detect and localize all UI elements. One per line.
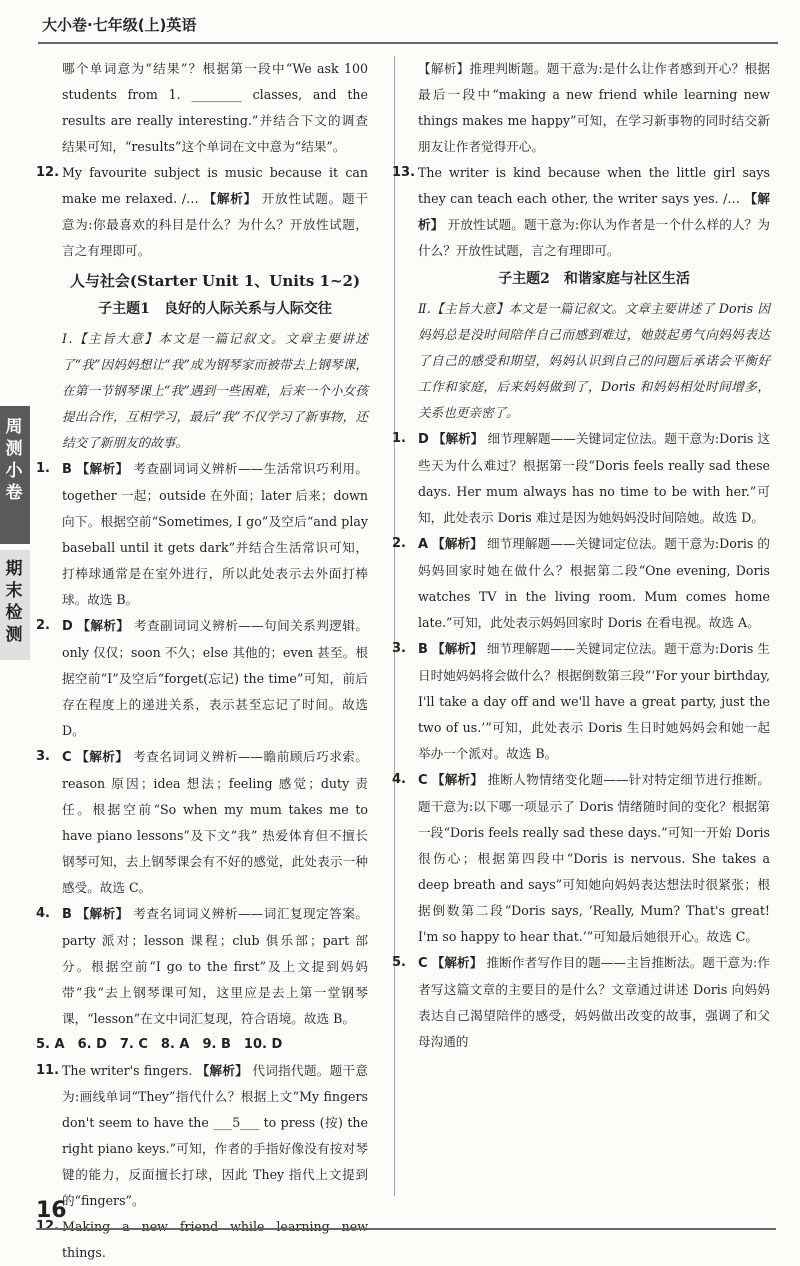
page-number: 16 xyxy=(36,1198,67,1223)
side-tab-char: 小 xyxy=(5,461,25,481)
answer-text: My favourite subject is music because it can make me relaxed. /… xyxy=(62,165,368,206)
question-number: 11. xyxy=(36,1063,60,1078)
left-intro-text: 哪个单词意为“结果”？根据第一段中“We ask 100 students from 1. ________ classes, and the results are really interesting.”并结合下文的调查结果可知，“results”这个单词在文中意为“结果”。 xyxy=(62,61,368,154)
analysis-text: 推断作者写作目的题——主旨推断法。题干意为:作者写这篇文章的主要目的是什么？文章通过讲述 Doris 向妈妈表达自己渴望陪伴的感受，妈妈做出改变的故事，强调了和父母沟通的 xyxy=(418,955,770,1049)
section-title: 人与社会(Starter Unit 1、Units 1~2) xyxy=(69,272,361,290)
answer-letter: D xyxy=(418,432,429,447)
question-number: 13. xyxy=(392,165,416,180)
answer-key-row: 5. A 6. D 7. C 8. A 9. B 10. D xyxy=(36,1037,283,1052)
question-number: 4. xyxy=(392,772,406,787)
left-question-1 xyxy=(36,456,369,613)
analysis-tag: 【解析】 xyxy=(76,906,129,921)
passage-summary-1: Ⅰ.【主旨大意】本文是一篇记叙文。文章主要讲述了“我”因妈妈想让“我”成为钢琴家而被带去上钢琴课，在第一节钢琴课上“我”遇到一些困难，后来一个小女孩提出合作，互相学习，最后“我”不仅学习了新事物，还结交了新朋友的故事。 xyxy=(62,331,368,450)
analysis-text: 细节理解题——关键词定位法。题干意为:Doris 这些天为什么难过？根据第一段“Doris feels really sad these days. Her mum always has no time to be with her.”可知，此处表示 Doris 难过是因为她妈妈没时间陪她。故选 D。 xyxy=(418,431,771,525)
analysis-tag: 【解析】 xyxy=(76,461,129,476)
answer-letter: B xyxy=(62,462,72,477)
right-question-5 xyxy=(392,950,770,1055)
side-tab-char: 期 xyxy=(5,559,25,579)
left-question-4 xyxy=(36,901,369,1032)
answer-text: Making a new friend while learning new things. xyxy=(62,1219,368,1260)
right-question-2 xyxy=(392,531,771,636)
right-column xyxy=(392,56,771,1055)
analysis-tag: 【解析】 xyxy=(76,749,129,764)
analysis-text: 考查名词词义辨析——词汇复现定答案。party 派对；lesson 课程；club 俱乐部；part 部分。根据空前“I go to the first”及上文提到妈妈带“我”去上钢琴课可知，这里应是去上第一堂钢琴课，“lesson”在文中词汇复现，符合语境。故选 B。 xyxy=(62,906,369,1026)
answer-text: The writer's fingers. xyxy=(62,1063,193,1078)
footer-rule xyxy=(36,1228,776,1230)
analysis-text: 考查副词词义辨析——生活常识巧利用。together 一起；outside 在外面；later 后来；down 向下。根据空前“Sometimes, I go”及空后“and play baseball until it gets dark”并结合生活常识可知，打棒球通常是在室外进行，所以此处表示去外面打棒球。故选 B。 xyxy=(62,461,369,607)
analysis-text: 细节理解题——关键词定位法。题干意为:Doris 的妈妈回家时她在做什么？根据第二段“One evening, Doris watches TV in the living room. Mum comes home late.”可知，此处表示妈妈回家时 Doris 在看电视。故选 A。 xyxy=(418,536,771,630)
answer-letter: C xyxy=(418,956,428,971)
right-intro-text: 【解析】推理判断题。题干意为:是什么让作者感到开心？根据最后一段中“making a new friend while learning new things makes me happy”可知，在学习新事物的同时结交新朋友让作者觉得开心。 xyxy=(418,61,770,154)
question-number: 2. xyxy=(392,536,406,551)
question-number: 2. xyxy=(36,618,50,633)
question-number: 1. xyxy=(392,431,406,446)
analysis-tag: 【解析】 xyxy=(77,618,130,633)
question-number: 4. xyxy=(36,906,50,921)
side-tab-char: 末 xyxy=(5,581,25,601)
analysis-text: 推断人物情绪变化题——针对特定细节进行推断。题干意为:以下哪一项显示了 Doris 情绪随时间的变化？根据第一段“Doris feels really sad these days.”可知一开始 Doris 很伤心；根据第四段中“Doris is nervous. She takes a deep breath and says”可知她向妈妈表达想法时很紧张；根据倒数第二段“Doris says, ‘Really, Mum? That's great! I'm so happy to hear that.’”可知最后她很开心。故选 C。 xyxy=(418,772,770,944)
answer-letter: D xyxy=(62,619,73,634)
question-number: 12. xyxy=(36,165,60,180)
question-number: 5. xyxy=(392,955,406,970)
analysis-tag: 【解析】 xyxy=(432,431,484,446)
side-tab-char: 测 xyxy=(5,439,25,459)
side-tab-char: 卷 xyxy=(5,483,25,503)
right-question-1 xyxy=(392,426,771,531)
passage-summary-2: Ⅱ.【主旨大意】本文是一篇记叙文。文章主要讲述了 Doris 因妈妈总是没时间陪伴自己而感到难过，她鼓起勇气向妈妈表达了自己的感受和期望，妈妈认识到自己的问题后承诺会平衡好工作和家庭，后来妈妈做到了，Doris 和妈妈相处时间增多，关系也更亲密了。 xyxy=(418,301,770,420)
analysis-tag: 【解析】 xyxy=(432,641,483,656)
question-number: 3. xyxy=(36,749,50,764)
analysis-tag: 【解析】 xyxy=(418,191,770,232)
left-question-12 xyxy=(36,160,368,264)
side-tab-char: 周 xyxy=(5,417,25,437)
analysis-tag: 【解析】 xyxy=(196,1063,249,1078)
analysis-tag: 【解析】 xyxy=(431,955,483,970)
analysis-text: 开放性试题。题干意为:你认为作者是一个什么样的人？为什么？开放性试题，言之有理即可。 xyxy=(418,217,770,258)
header-title: 大小卷·七年级(上)英语 xyxy=(42,16,197,34)
side-tab-primary-label xyxy=(0,416,30,504)
analysis-tag: 【解析】 xyxy=(203,191,258,206)
side-tab-weekly-quiz xyxy=(0,406,30,544)
question-number: 1. xyxy=(36,461,50,476)
question-number: 3. xyxy=(392,641,406,656)
subtheme-title-2: 子主题2 和谐家庭与社区生活 xyxy=(498,271,690,287)
analysis-tag: 【解析】 xyxy=(431,772,484,787)
analysis-text: 细节理解题——关键词定位法。题干意为:Doris 生日时她妈妈将会做什么？根据倒数第三段“‘For your birthday, I'll take a day off and we'll have a great party, just the two of us.’”可知，此处表示 Doris 生日时她妈妈会和她一起举办一个派对。故选 B。 xyxy=(418,641,770,761)
side-tab-char: 检 xyxy=(5,603,25,623)
answer-text: The writer is kind because when the little girl says they can teach each other, the writer says yes. /… xyxy=(418,165,770,206)
answer-letter: B xyxy=(62,907,72,922)
analysis-text: 开放性试题。题干意为:你最喜欢的科目是什么？为什么？开放性试题，言之有理即可。 xyxy=(62,191,368,258)
analysis-text: 代词指代题。题干意为:画线单词“They”指代什么？根据上文“My fingers don't seem to have the ___5___ to press (按) the right piano keys.”可知，作者的手指好像没有按对琴键的能力，反面擅长打球，因此 They 指代上文提到的“fingers”。 xyxy=(62,1063,368,1208)
question-number: 12. xyxy=(36,1219,60,1234)
left-question-12b xyxy=(36,1214,368,1266)
side-tab-secondary-label xyxy=(0,558,30,646)
side-tab-char: 测 xyxy=(5,625,25,645)
right-question-3 xyxy=(392,636,770,767)
right-question-4 xyxy=(392,767,770,950)
answer-letter: C xyxy=(62,750,72,765)
left-question-2 xyxy=(36,613,368,744)
answer-letter: A xyxy=(418,537,429,552)
answer-letter: B xyxy=(418,642,428,657)
analysis-text: 考查副词词义辨析——句间关系判逻辑。only 仅仅；soon 不久；else 其他的；even 甚至。根据空前“I”及空后“forget(忘记) the time”可知，前后存在程度上的递进关系，表示甚至忘记了时间。故选 D。 xyxy=(62,618,368,738)
side-tab-final-exam xyxy=(0,550,30,660)
right-question-13 xyxy=(392,160,770,264)
left-question-3 xyxy=(36,744,369,901)
answer-letter: C xyxy=(418,773,428,788)
subtheme-title-1: 子主题1 良好的人际关系与人际交往 xyxy=(98,301,332,317)
page-header xyxy=(38,6,778,44)
analysis-text: 考查名词词义辨析——瞻前顾后巧求索。reason 原因；idea 想法；feeling 感觉；duty 责任。根据空前“So when my mum takes me to have piano lessons”及下文“我” 热爱体育但不擅长钢琴可知，去上钢琴课会有不好的感觉，此处表示一种感受。故选 C。 xyxy=(62,749,369,895)
column-divider xyxy=(394,56,395,1196)
analysis-tag: 【解析】 xyxy=(432,536,483,551)
